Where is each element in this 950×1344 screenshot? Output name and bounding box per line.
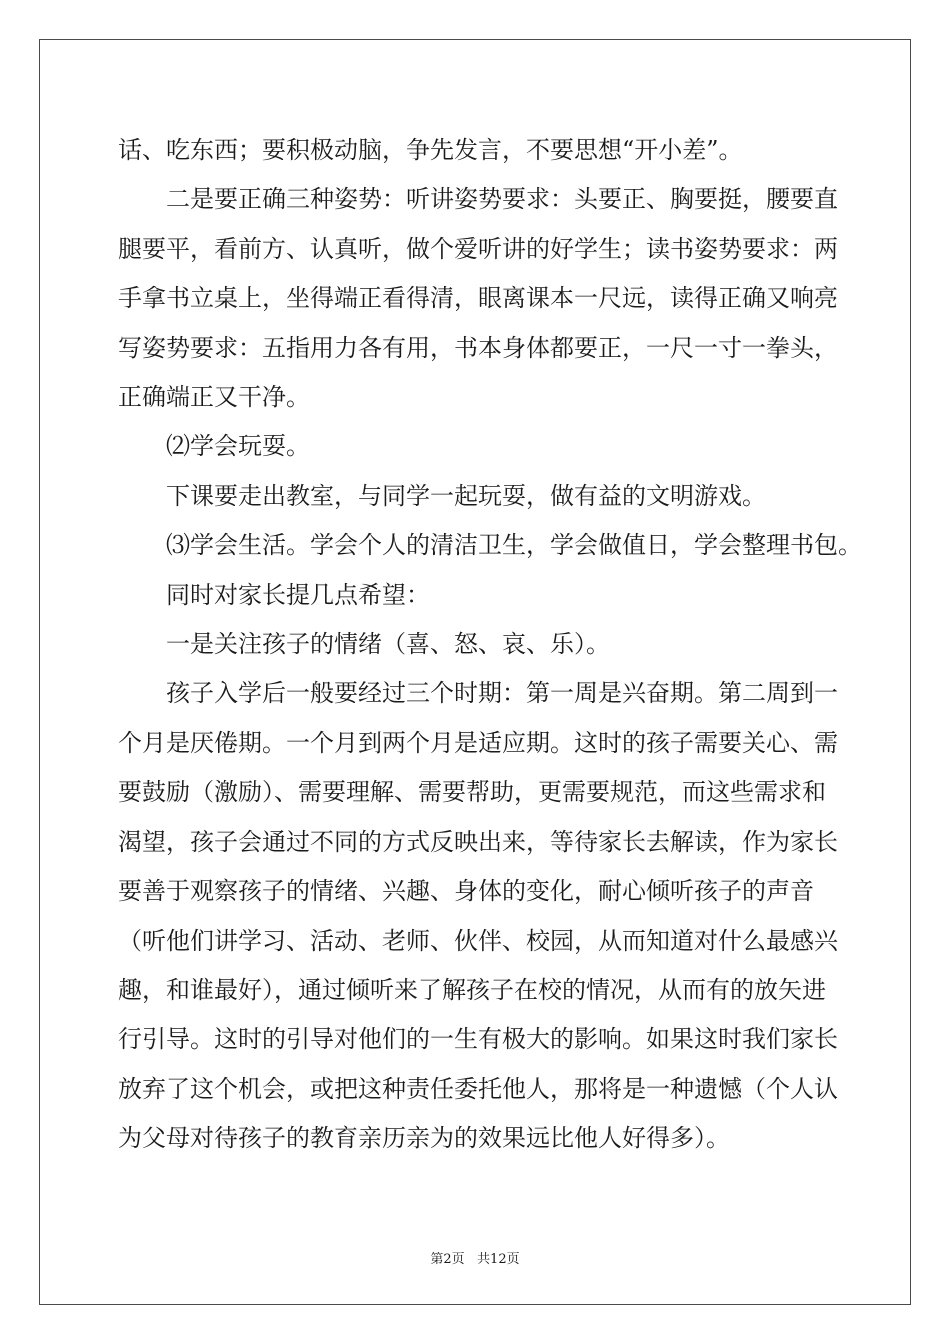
text-line: ⑶学会生活。学会个人的清洁卫生，学会做值日，学会整理书包。 — [166, 531, 862, 560]
text-line: 一是关注孩子的情绪（喜、怒、哀、乐）。 — [166, 630, 610, 659]
text-line: 趣，和谁最好），通过倾听来了解孩子在校的情况，从而有的放矢进 — [118, 975, 826, 1004]
text-line: 放弃了这个机会，或把这种责任委托他人，那将是一种遗憾（个人认 — [118, 1074, 838, 1103]
text-line: 写姿势要求：五指用力各有用，书本身体都要正，一尺一寸一拳头， — [118, 333, 838, 362]
page-number-footer: 第2页 共12页 — [430, 1252, 520, 1267]
text-line: 二是要正确三种姿势：听讲姿势要求：头要正、胸要挺，腰要直 — [166, 185, 838, 214]
text-line: 孩子入学后一般要经过三个时期：第一周是兴奋期。第二周到一 — [166, 679, 838, 708]
text-line: 正确端正又干净。 — [118, 383, 310, 412]
text-line: 要鼓励（激励）、需要理解、需要帮助，更需要规范，而这些需求和 — [118, 778, 826, 807]
text-line: 下课要走出教室，与同学一起玩耍，做有益的文明游戏。 — [166, 481, 766, 510]
text-line: 要善于观察孩子的情绪、兴趣、身体的变化，耐心倾听孩子的声音 — [118, 877, 814, 906]
text-line: 为父母对待孩子的教育亲历亲为的效果远比他人好得多）。 — [118, 1124, 730, 1153]
text-line: 话、吃东西；要积极动脑，争先发言，不要思想“开小差”。 — [118, 136, 743, 164]
text-line: 渴望，孩子会通过不同的方式反映出来，等待家长去解读，作为家长 — [118, 827, 838, 856]
text-line: 个月是厌倦期。一个月到两个月是适应期。这时的孩子需要关心、需 — [118, 728, 838, 757]
text-line: 腿要平，看前方、认真听，做个爱听讲的好学生；读书姿势要求：两 — [118, 234, 838, 263]
text-line: 手拿书立桌上，坐得端正看得清，眼离课本一尺远，读得正确又响亮 — [118, 284, 838, 313]
text-line: ⑵学会玩耍。 — [166, 432, 310, 461]
text-line: （听他们讲学习、活动、老师、伙伴、校园，从而知道对什么最感兴 — [118, 926, 838, 955]
document-body — [118, 126, 862, 1164]
text-line: 同时对家长提几点希望： — [166, 580, 430, 609]
text-line: 行引导。这时的引导对他们的一生有极大的影响。如果这时我们家长 — [118, 1025, 838, 1054]
